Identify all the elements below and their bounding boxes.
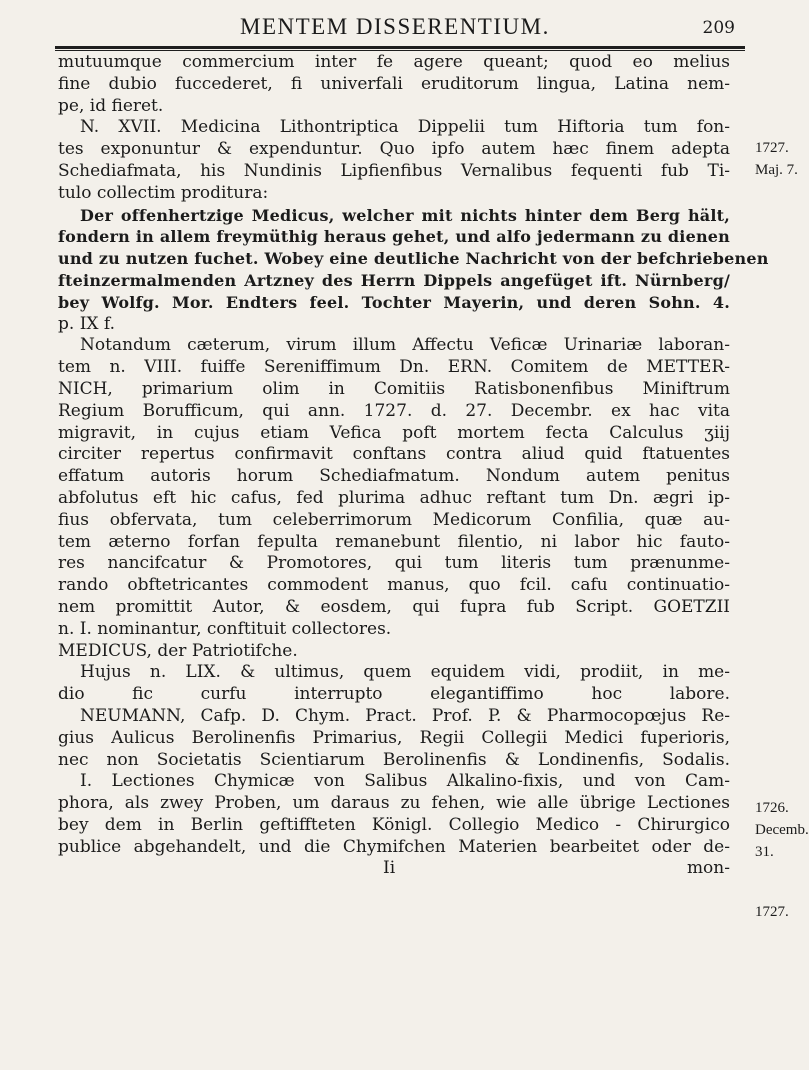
text-line: Hujus n. LIX. & ultimus, quem equidem vidi, prodiit, in me- — [80, 662, 730, 683]
text-line: bey Wolfg. Mor. Endters feel. Tochter Mayerin, und deren Sohn. 4. — [58, 292, 730, 312]
text-line: n. I. nominantur, conftituit collectores. — [58, 618, 392, 639]
text-line: Regium Borufficum, qui ann. 1727. d. 27. Decembr. ex hac vita — [58, 400, 730, 421]
text-line: circiter repertus confirmavit conftans contra aliud quid ftatuentes — [58, 444, 730, 465]
margin-note: Decemb. — [755, 822, 809, 838]
text-line: tulo collectim proditura: — [58, 182, 269, 203]
running-title: MENTEM DISSERENTIUM. — [240, 14, 550, 39]
text-line: res nancifcatur & Promotores, qui tum literis tum prænunme- — [58, 553, 730, 574]
text-line: Der offenhertzige Medicus, welcher mit nichts hinter dem Berg hält, — [80, 205, 730, 225]
text-line: nem promittit Autor, & eosdem, qui fupra fub Script. GOETZII — [58, 596, 730, 617]
text-line: effatum autoris horum Schediafmatum. Nondum autem penitus — [58, 466, 730, 487]
text-line: nec non Societatis Scientiarum Berolinenfis & Londinenfis, Sodalis. — [58, 749, 730, 770]
text-line: Schediafmata, his Nundinis Lipfienfibus Vernalibus fequenti fub Ti- — [58, 160, 730, 181]
header-rule-thin — [55, 50, 745, 51]
text-line: tem æterno forfan fepulta remanebunt filentio, ni labor hic fauto- — [58, 531, 730, 552]
text-line: abfolutus eft hic cafus, fed plurima adhuc reftant tum Dn. ægri ip- — [58, 487, 730, 508]
text-line: phora, als zwey Proben, um daraus zu fehen, wie alle übrige Lectiones — [58, 793, 730, 814]
text-line: I. Lectiones Chymicæ von Salibus Alkalino-fixis, und von Cam- — [80, 771, 730, 792]
text-line: bey dem in Berlin geftiffteten Königl. Collegio Medico - Chirurgico — [58, 814, 730, 835]
text-line: tes exponuntur & expenduntur. Quo ipfo autem hæc finem adepta — [58, 139, 730, 160]
margin-note: 31. — [755, 844, 774, 860]
catchword: mon- — [686, 858, 730, 879]
page-header — [55, 6, 745, 46]
text-line: pe, id fieret. — [58, 95, 164, 116]
text-line: mutuumque commercium inter fe agere queant; quod eo melius — [58, 52, 730, 72]
text-line: NICH, primarium olim in Comitiis Ratisbonenfibus Miniftrum — [58, 378, 730, 399]
signature-line — [58, 858, 730, 880]
text-line: gius Aulicus Berolinenfis Primarius, Regii Collegii Medici fuperioris, — [58, 727, 730, 748]
text-line: fteinzermalmenden Artzney des Herrn Dippels angefüget ift. Nürnberg/ — [58, 270, 730, 290]
text-line: tem n. VIII. fuiffe Sereniffimum Dn. ERN. Comitem de METTER- — [58, 357, 730, 378]
text-line: publice abgehandelt, und die Chymifchen Materien bearbeitet oder de- — [58, 836, 730, 857]
text-line: N. XVII. Medicina Lithontriptica Dippelii tum Hiftoria tum fon- — [80, 117, 730, 138]
text-line: rando obftetricantes commodent manus, quo fcil. cafu continuatio- — [58, 575, 730, 596]
page-number: 209 — [702, 18, 735, 38]
margin-note: Maj. 7. — [755, 162, 798, 178]
margin-note: 1727. — [755, 140, 789, 156]
signature-mark: Ii — [383, 858, 396, 879]
text-line: fine dubio fuccederet, fi univerfali eruditorum lingua, Latina nem- — [58, 73, 730, 94]
text-line: fondern in allem freymüthig heraus gehet, und alfo jedermann zu dienen — [58, 227, 730, 247]
margin-note: 1726. — [755, 800, 789, 816]
margin-note: 1727. — [755, 904, 789, 920]
text-line: und zu nutzen fuchet. Wobey eine deutliche Nachricht von der befchriebenen — [58, 249, 769, 269]
text-line: dio fic curfu interrupto elegantiffimo hoc labore. — [58, 684, 730, 705]
text-line: fius obfervata, tum celeberrimorum Medicorum Confilia, quæ au- — [58, 509, 730, 530]
text-line: NEUMANN, Cafp. D. Chym. Pract. Prof. P. & Pharmocopœjus Re- — [80, 705, 730, 726]
text-line: p. IX f. — [58, 313, 116, 334]
text-line: Notandum cæterum, virum illum Affectu Veficæ Urinariæ laboran- — [80, 335, 730, 356]
text-line: migravit, in cujus etiam Vefica poft mortem fecta Calculus ʒiij — [58, 422, 730, 443]
text-line: MEDICUS, der Patriotifche. — [58, 640, 298, 661]
header-rule — [55, 46, 745, 49]
